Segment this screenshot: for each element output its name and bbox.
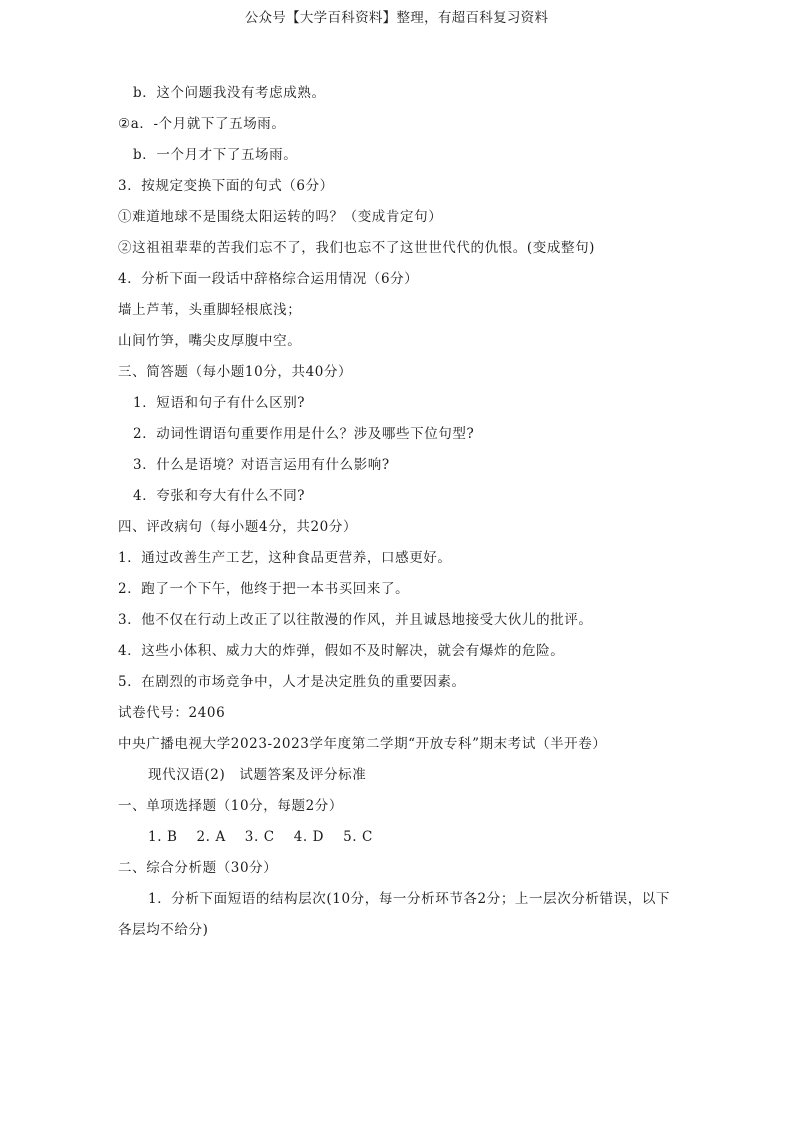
text-line: 各层均不给分)	[118, 922, 209, 938]
list-item: 2．动词性谓语句重要作用是什么？涉及哪些下位句型?	[133, 426, 475, 442]
list-item: 1．短语和句子有什么区别?	[133, 395, 306, 411]
question-heading: 4．分析下面一段话中辞格综合运用情况（6分）	[118, 271, 419, 287]
answer-title: 现代汉语(2) 试题答案及评分标准	[148, 767, 367, 783]
exam-code: 试卷代号：2406	[118, 705, 226, 721]
exam-title: 中央广播电视大学2023-2023学年度第二学期“开放专科”期末考试（半开卷）	[118, 736, 607, 752]
text-line: ②a．-个月就下了五场雨。	[118, 116, 286, 132]
page-header: 公众号【大学百科资料】整理，有超百科复习资料	[244, 10, 549, 26]
text-line: ②这祖祖辈辈的苦我们忘不了，我们也忘不了这世世代代的仇恨。(变成整句)	[118, 240, 596, 256]
text-line: b．一个月才下了五场雨。	[133, 147, 298, 163]
list-item: 5．在剧烈的市场竞争中，人才是决定胜负的重要因素。	[118, 674, 466, 690]
list-item: 3．他不仅在行动上改正了以往散漫的作风，并且诚恳地接受大伙儿的批评。	[118, 612, 593, 628]
text-line: b．这个问题我没有考虑成熟。	[133, 85, 326, 101]
section-heading: 四、评改病句（每小题4分，共20分）	[118, 519, 358, 535]
section-heading: 二、综合分析题（30分）	[118, 860, 278, 876]
answer-key: 1. B 2. A 3. C 4. D 5. C	[148, 829, 373, 845]
section-heading: 一、单项选择题（10分，每题2分）	[118, 798, 343, 814]
list-item: 1．通过改善生产工艺，这种食品更营养，口感更好。	[118, 550, 452, 566]
list-item: 3．什么是语境？对语言运用有什么影响?	[133, 457, 390, 473]
list-item: 4．夸张和夸大有什么不同?	[133, 488, 306, 504]
list-item: 2．跑了一个下午，他终于把一本书买回来了。	[118, 581, 410, 597]
list-item: 4．这些小体积、威力大的炸弹，假如不及时解决，就会有爆炸的危险。	[118, 643, 565, 659]
question-heading: 3．按规定变换下面的句式（6分）	[118, 178, 334, 194]
text-line: 墙上芦苇，头重脚轻根底浅；	[118, 302, 302, 318]
section-heading: 三、简答题（每小题10分，共40分）	[118, 364, 353, 380]
text-line: 山间竹笋，嘴尖皮厚腹中空。	[118, 333, 302, 349]
text-line: ①难道地球不是围绕太阳运转的吗？（变成肯定句）	[118, 209, 443, 225]
text-line: 1．分析下面短语的结构层次(10分，每一分析环节各2分；上一层次分析错误，以下	[148, 891, 671, 907]
